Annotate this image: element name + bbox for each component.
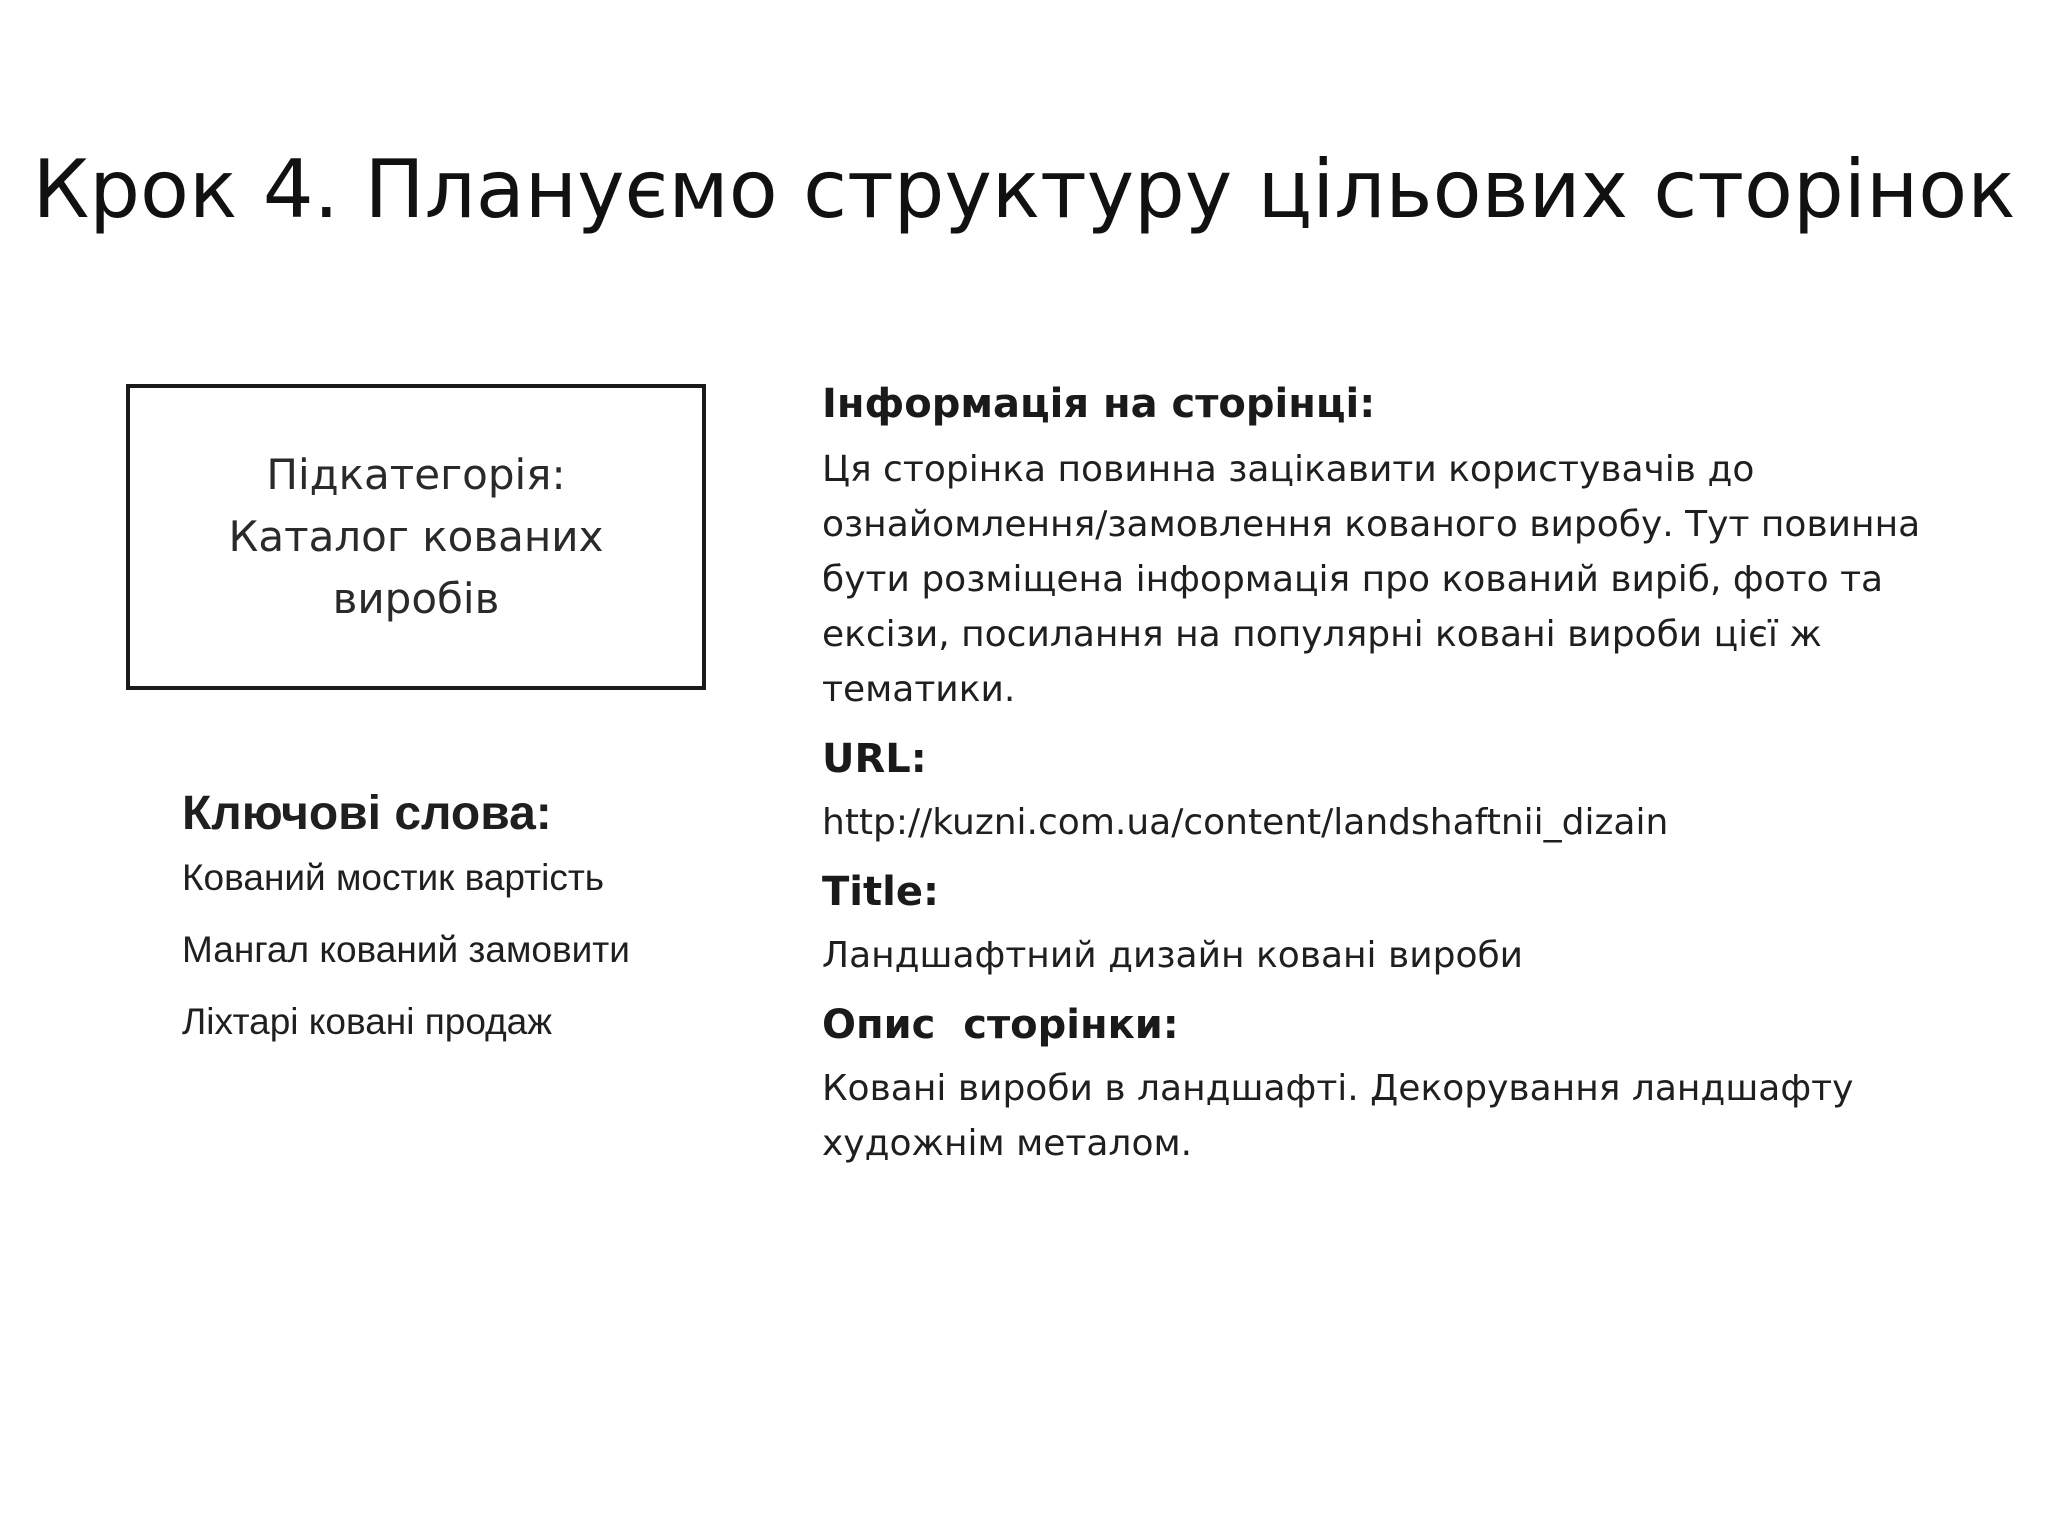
subcategory-name-line-1: Каталог кованих [228,512,604,561]
description-heading: Опис сторінки: [822,1002,1179,1048]
description-value: Ковані вироби в ландшафті. Декорування ландшафту художнім металом. [822,1068,1854,1164]
slide-title: Крок 4. Плануємо структуру цільових сторінок [32,143,2016,236]
keywords-section [182,786,742,1072]
keyword-item: Ліхтарі ковані продаж [182,1001,552,1042]
page-info-section [822,376,1962,1171]
keyword-item: Мангал кований замовити [182,929,630,970]
page-info-text: Ця сторінка повинна зацікавити користувачів до ознайомлення/замовлення кованого виробу. Тут повинна бути розміщена інформація про кований виріб, фото та ексізи, посилання на популярні ковані вироби цієї ж тематики. [822,449,1921,710]
subcategory-label: Підкатегорія: [266,450,566,499]
subcategory-box [126,384,706,690]
title-value: Ландшафтний дизайн ковані вироби [822,935,1524,976]
url-value: http://kuzni.com.ua/content/landshaftnii_dizain [822,802,1669,843]
subcategory-name-line-2: виробів [332,574,500,623]
title-heading: Title: [822,869,939,915]
keyword-item: Кований мостик вартість [182,857,605,898]
keywords-heading: Ключові слова: [182,787,552,840]
page-info-heading: Інформація на сторінці: [822,381,1376,427]
url-heading: URL: [822,736,927,782]
